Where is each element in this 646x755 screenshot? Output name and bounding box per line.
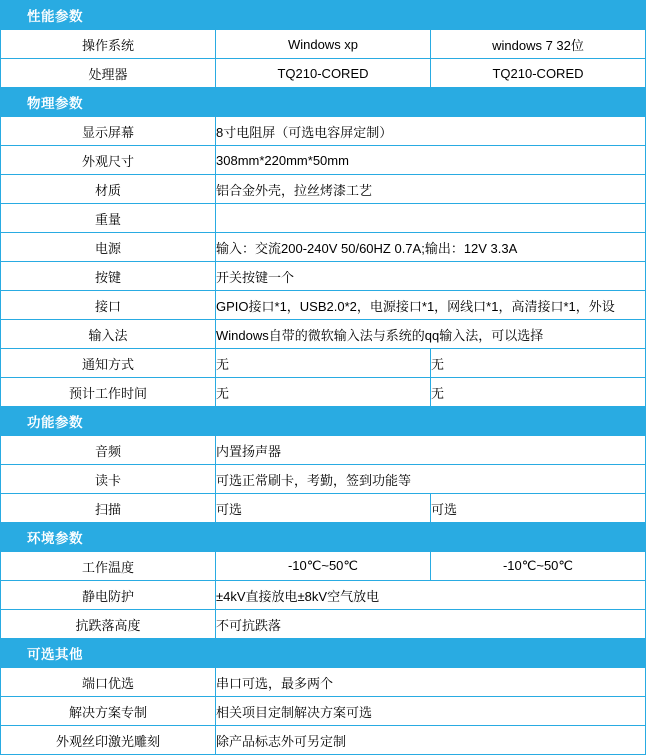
row-value-primary: -10℃~50℃	[216, 552, 431, 581]
row-label: 重量	[1, 204, 216, 233]
row-value-primary: Windows xp	[216, 30, 431, 59]
table-row	[1, 552, 646, 581]
row-value: 内置扬声器	[216, 436, 646, 465]
row-value: 开关按键一个	[216, 262, 646, 291]
section-header-row	[1, 88, 646, 117]
table-row	[1, 378, 646, 407]
table-row	[1, 117, 646, 146]
table-row	[1, 494, 646, 523]
row-label: 读卡	[1, 465, 216, 494]
row-label: 外观尺寸	[1, 146, 216, 175]
table-row	[1, 436, 646, 465]
table-row	[1, 59, 646, 88]
row-value: 8寸电阻屏（可选电容屏定制）	[216, 117, 646, 146]
table-row	[1, 349, 646, 378]
row-label: 处理器	[1, 59, 216, 88]
row-label: 显示屏幕	[1, 117, 216, 146]
row-value: ±4kV直接放电±8kV空气放电	[216, 581, 646, 610]
section-title: 性能参数	[1, 1, 646, 30]
row-value-secondary: 无	[431, 378, 646, 407]
row-value-primary: TQ210-CORED	[216, 59, 431, 88]
table-row	[1, 262, 646, 291]
table-row	[1, 204, 646, 233]
row-label: 工作温度	[1, 552, 216, 581]
table-row	[1, 668, 646, 697]
table-row	[1, 146, 646, 175]
table-row	[1, 697, 646, 726]
row-value-secondary: 无	[431, 349, 646, 378]
row-value	[216, 204, 646, 233]
row-value: 308mm*220mm*50mm	[216, 146, 646, 175]
row-label: 通知方式	[1, 349, 216, 378]
section-header-row	[1, 639, 646, 668]
row-label: 电源	[1, 233, 216, 262]
table-row	[1, 726, 646, 755]
section-title: 可选其他	[1, 639, 646, 668]
row-value: 铝合金外壳，拉丝烤漆工艺	[216, 175, 646, 204]
row-value: 可选正常刷卡，考勤，签到功能等	[216, 465, 646, 494]
row-value-primary: 无	[216, 349, 431, 378]
row-value: 除产品标志外可另定制	[216, 726, 646, 755]
row-value-secondary: windows 7 32位	[431, 30, 646, 59]
row-label: 外观丝印激光雕刻	[1, 726, 216, 755]
specification-table-body	[1, 1, 646, 755]
table-row	[1, 581, 646, 610]
row-label: 静电防护	[1, 581, 216, 610]
row-label: 材质	[1, 175, 216, 204]
row-label: 按键	[1, 262, 216, 291]
section-title: 物理参数	[1, 88, 646, 117]
section-header-row	[1, 407, 646, 436]
table-row	[1, 175, 646, 204]
row-value-primary: 可选	[216, 494, 431, 523]
table-row	[1, 465, 646, 494]
row-label: 抗跌落高度	[1, 610, 216, 639]
section-title: 环境参数	[1, 523, 646, 552]
table-row	[1, 291, 646, 320]
row-value: Windows自带的微软输入法与系统的qq输入法，可以选择	[216, 320, 646, 349]
row-label: 端口优选	[1, 668, 216, 697]
row-label: 预计工作时间	[1, 378, 216, 407]
section-header-row	[1, 1, 646, 30]
row-value-secondary: 可选	[431, 494, 646, 523]
row-label: 操作系统	[1, 30, 216, 59]
row-value: 相关项目定制解决方案可选	[216, 697, 646, 726]
table-row	[1, 610, 646, 639]
row-value: 输入：交流200-240V 50/60HZ 0.7A;输出：12V 3.3A	[216, 233, 646, 262]
table-row	[1, 320, 646, 349]
row-value-secondary: -10℃~50℃	[431, 552, 646, 581]
section-title: 功能参数	[1, 407, 646, 436]
table-row	[1, 233, 646, 262]
row-value: 不可抗跌落	[216, 610, 646, 639]
section-header-row	[1, 523, 646, 552]
row-value-secondary: TQ210-CORED	[431, 59, 646, 88]
table-row	[1, 30, 646, 59]
row-label: 音频	[1, 436, 216, 465]
row-label: 输入法	[1, 320, 216, 349]
row-label: 接口	[1, 291, 216, 320]
row-value: 串口可选，最多两个	[216, 668, 646, 697]
row-value: GPIO接口*1，USB2.0*2，电源接口*1，网线口*1，高清接口*1，外设	[216, 291, 646, 320]
row-label: 解决方案专制	[1, 697, 216, 726]
row-label: 扫描	[1, 494, 216, 523]
row-value-primary: 无	[216, 378, 431, 407]
